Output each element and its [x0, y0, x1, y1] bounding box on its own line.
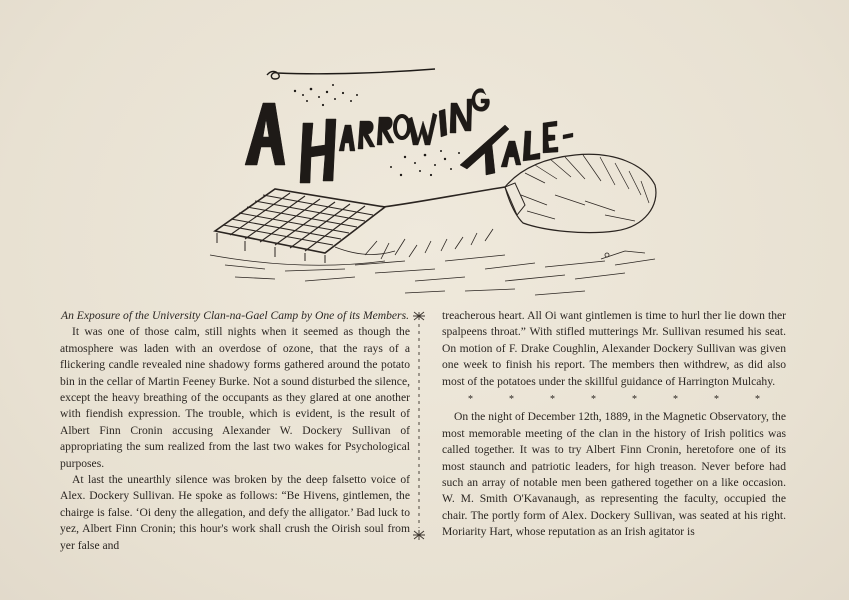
star-separator: *: [509, 394, 514, 406]
paragraph-opening: It was one of those calm, still nights when it seemed as though the atmosphere was laden with an overdose of ozone, that the rays of a flickering candle revealed nine shadowy forms gathered around the potato bin in the cellar of Martin Feeney Burke. Not a sound disturbed the silence, except the heavy breathing of the occupants as they glared at one another with fiendish expression. The trouble, which is evident, is the result of Albert Finn Cronin accusing Alexander W. Dockery Sullivan of appropriating the sum realized from the last two wakes for Psychological purposes.: [60, 325, 410, 470]
star-separator: *: [468, 394, 473, 406]
star-separator: *: [632, 394, 637, 406]
star-separator: *: [714, 394, 719, 406]
paragraph-silence-broken: At last the unearthly silence was broken by the deep falsetto voice of Alex. Dockery Sullivan. He spoke as follows: “Be Hivens, gintlemen, the chairge is false. ‘Oi deny the allegation, and defy the alligator.’ Bad luck to yez, Albert Finn Cronin; this hour's work shall crush the Oirish soul from yer false and: [60, 473, 410, 552]
right-column: [442, 308, 786, 541]
paragraph-treacherous-heart: treacherous heart. All Oi want gintlemen is time to hurl ther lie down ther spalpeens throat.” With stifled mutterings Mr. Sullivan resumed his seat. On motion of F. Drake Coughlin, Alexander Dockery Sullivan was given one week to finish his report. The members then withdrew, as did also most of the potatoes under the skillful guidance of Harrington Mulcahy.: [442, 309, 786, 388]
title-lettering: [245, 69, 573, 183]
star-separator: *: [755, 394, 760, 406]
harrow-illustration: [205, 55, 660, 300]
star-separator: *: [591, 394, 596, 406]
star-separator: *: [673, 394, 678, 406]
star-separator: *: [550, 394, 555, 406]
paragraph-trial-night: On the night of December 12th, 1889, in the Magnetic Observatory, the most memorable meeting of the clan in the history of Irish politics was called together. It was to try Albert Finn Cronin, heretofore one of its most staunch and patriotic leaders, for high treason. Never before had such an array of notable men been gathered together on a like occasion. W. M. Smith O'Kavanaugh, as representing the faculty, occupied the chair. The portly form of Alex. Dockery Sullivan, was seated at his right. Moriarity Hart, whose reputation as an Irish agitator is: [442, 410, 786, 539]
left-column: [60, 308, 410, 554]
section-break-stars: [442, 392, 786, 408]
harrow-drawing: [210, 154, 656, 295]
column-divider-ornament: [404, 310, 434, 542]
article-subtitle: An Exposure of the University Clan-na-Gael Camp by One of its Members.: [61, 309, 409, 322]
